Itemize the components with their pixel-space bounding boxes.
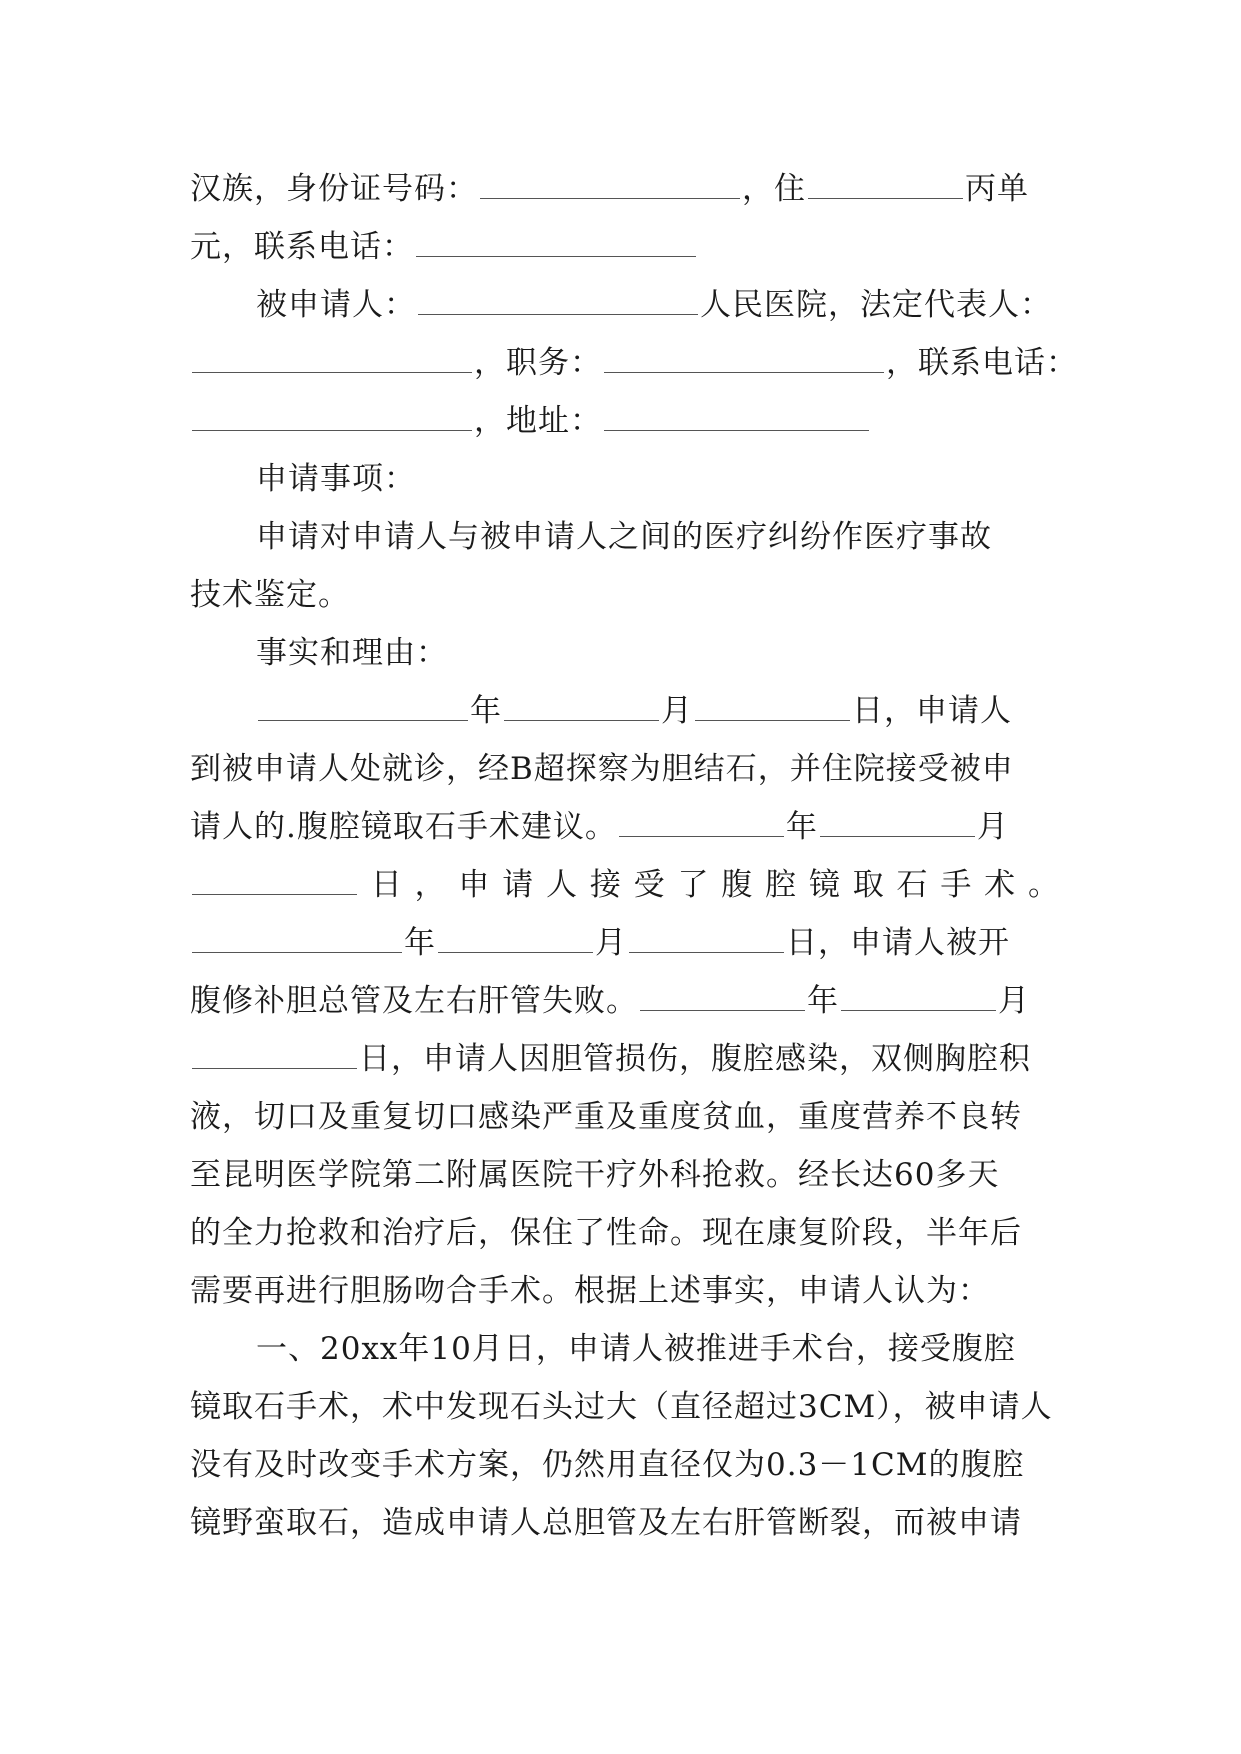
blank-month-1[interactable]: [504, 694, 659, 721]
blank-year-4[interactable]: [640, 984, 805, 1011]
line-day-4: 日，申请人因胆管损伤，腹腔感染，双侧胸腔积: [190, 1030, 1060, 1088]
paragraph-line: 到被申请人处就诊，经B超探察为胆结石，并住院接受被申: [190, 751, 1014, 787]
paragraph-point-one: 一、20xx年10月日，申请人被推进手术台，接受腹腔: [256, 1331, 1016, 1367]
line-respondent: [190, 276, 1060, 334]
blank-legal-rep[interactable]: [192, 346, 472, 373]
line-address: [190, 392, 1060, 450]
line-day-2: 日，申请人接受了腹腔镜取石手术。: [190, 856, 1060, 914]
paragraph-line: 液，切口及重复切口感染严重及重度贫血，重度营养不良转: [190, 1099, 1022, 1135]
text-phone-label: 元，联系电话：: [190, 229, 414, 265]
blank-day-1[interactable]: [695, 694, 850, 721]
line-date-1: 年 月 日，申请人: [190, 682, 1060, 740]
line-date-2: 请人的.腹腔镜取石手术建议。 年 月: [190, 809, 1009, 845]
paragraph-line: 需要再进行胆肠吻合手术。根据上述事实，申请人认为：: [190, 1273, 990, 1309]
blank-month-3[interactable]: [438, 926, 593, 953]
paragraph-application: 申请对申请人与被申请人之间的医疗纠纷作医疗事故: [256, 519, 992, 555]
line-legal-rep: [190, 334, 1078, 392]
paragraph-line: 镜取石手术，术中发现石头过大（直径超过3CM），被申请人: [190, 1389, 1053, 1425]
blank-phone[interactable]: [416, 230, 696, 257]
paragraph-application-cont: 技术鉴定。: [190, 577, 350, 613]
blank-id-number[interactable]: [480, 172, 740, 199]
paragraph-line: 镜野蛮取石，造成申请人总胆管及左右肝管断裂，而被申请: [190, 1505, 1022, 1541]
text-address-label: ，地址：: [474, 403, 602, 439]
document-page: [190, 160, 1078, 1552]
blank-day-3[interactable]: [629, 926, 784, 953]
text-hospital-rep-label: 人民医院，法定代表人：: [700, 287, 1052, 323]
text-unit: 丙单: [965, 171, 1029, 207]
paragraph-line: 没有及时改变手术方案，仍然用直径仅为0.3－1CM的腹腔: [190, 1447, 1025, 1483]
blank-resp-phone[interactable]: [192, 404, 472, 431]
heading-facts-reasons: 事实和理由：: [256, 635, 448, 671]
blank-year-2[interactable]: [619, 810, 784, 837]
blank-month-2[interactable]: [820, 810, 975, 837]
blank-respondent[interactable]: [418, 288, 698, 315]
blank-residence[interactable]: [808, 172, 963, 199]
blank-year-1[interactable]: [258, 694, 468, 721]
blank-address[interactable]: [604, 404, 869, 431]
paragraph-line: 至昆明医学院第二附属医院干疗外科抢救。经长达60多天: [190, 1157, 1000, 1193]
text-residence-label: ，住: [742, 171, 806, 207]
text-id-label: 汉族，身份证号码：: [190, 171, 478, 207]
blank-day-2[interactable]: [192, 868, 357, 895]
line-identity: [190, 160, 1060, 218]
paragraph-line: 的全力抢救和治疗后，保住了性命。现在康复阶段，半年后: [190, 1215, 1022, 1251]
text-respondent-label: 被申请人：: [256, 287, 416, 323]
heading-application-items: 申请事项：: [256, 461, 416, 497]
blank-month-4[interactable]: [841, 984, 996, 1011]
line-date-4: 腹修补胆总管及左右肝管失败。 年 月: [190, 983, 1030, 1019]
line-phone: [190, 218, 1060, 276]
text-position-label: ，职务：: [474, 345, 602, 381]
blank-day-4[interactable]: [192, 1042, 357, 1069]
line-date-3: 年 月 日，申请人被开: [190, 914, 1060, 972]
text-resp-phone-label: ，联系电话：: [886, 345, 1078, 381]
blank-position[interactable]: [604, 346, 884, 373]
blank-year-3[interactable]: [192, 926, 402, 953]
